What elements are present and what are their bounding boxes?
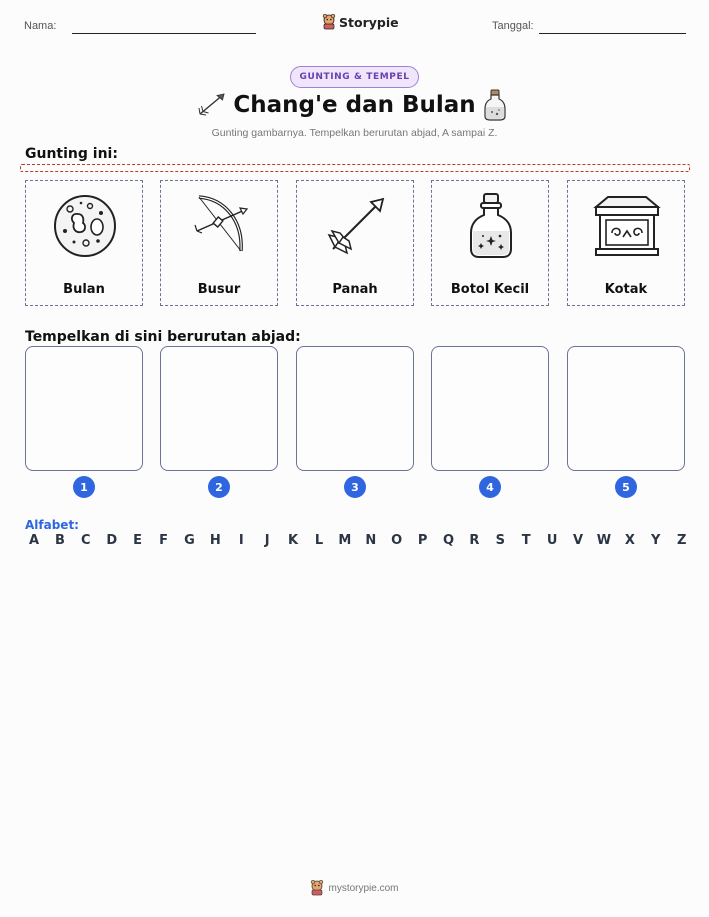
slot-number-badge: 2 [208, 476, 230, 498]
potion-bottle-icon [482, 89, 508, 121]
moon-icon [50, 191, 120, 261]
slot-number-badge: 4 [479, 476, 501, 498]
paste-slot-2[interactable] [160, 346, 278, 471]
alphabet-heading: Alfabet: [25, 518, 79, 532]
slot-number-badge: 5 [615, 476, 637, 498]
cut-card-bulan[interactable] [25, 180, 143, 306]
potion-bottle-icon [456, 191, 526, 261]
card-label-busur: Busur [197, 282, 241, 297]
paste-slot-5[interactable] [567, 346, 685, 471]
alphabet-letter: I [238, 533, 244, 548]
cut-card-kotak[interactable] [567, 180, 685, 306]
alphabet-letter: B [54, 533, 65, 548]
worksheet-header [0, 14, 709, 38]
alphabet-letter: W [596, 533, 612, 548]
slot-number-badge: 3 [344, 476, 366, 498]
alphabet-letter: F [159, 533, 168, 548]
alphabet-letter: A [28, 533, 40, 548]
footer-url[interactable]: mystorypie.com [328, 882, 399, 894]
arrow-icon [321, 191, 391, 261]
name-line[interactable] [72, 33, 256, 34]
card-label-bulan: Bulan [63, 282, 105, 297]
alphabet-letter: J [264, 533, 270, 548]
alphabet-letter: V [573, 533, 584, 548]
alphabet-letter: G [184, 533, 195, 548]
alphabet-letter: N [365, 533, 377, 548]
date-label: Tanggal: [492, 20, 534, 32]
alphabet-letter: L [314, 533, 324, 548]
alphabet-row [26, 533, 690, 548]
alphabet-letter: X [624, 533, 635, 548]
alphabet-letter: D [106, 533, 118, 548]
paste-slot-3[interactable] [296, 346, 414, 471]
brand-name: Storypie [339, 14, 399, 30]
cut-card-busur[interactable] [160, 180, 278, 306]
alphabet-letter: M [338, 533, 352, 548]
page-title: Chang'e dan Bulan [233, 92, 476, 118]
paste-slot-4[interactable] [431, 346, 549, 471]
cut-section-heading: Gunting ini: [25, 146, 118, 162]
box-icon [592, 191, 662, 261]
alphabet-letter: K [288, 533, 299, 548]
alphabet-letter: P [417, 533, 428, 548]
footer [0, 880, 709, 896]
bow-icon [185, 191, 255, 261]
cut-dashed-line [20, 164, 690, 172]
paste-slot-1[interactable] [25, 346, 143, 471]
alphabet-letter: R [469, 533, 480, 548]
alphabet-letter: Y [651, 533, 661, 548]
card-label-botol-kecil: Botol Kecil [450, 282, 530, 297]
slot-number-badge: 1 [73, 476, 95, 498]
cut-card-panah[interactable] [296, 180, 414, 306]
alphabet-letter: Z [676, 533, 687, 548]
cut-card-botol-kecil[interactable] [431, 180, 549, 306]
alphabet-letter: O [391, 533, 403, 548]
card-label-panah: Panah [332, 282, 378, 297]
alphabet-letter: E [133, 533, 143, 548]
alphabet-letter: Q [442, 533, 455, 548]
instructions: Gunting gambarnya. Tempelkan berurutan abjad, A sampai Z. [211, 127, 498, 139]
storypie-mascot-icon [310, 880, 324, 896]
paste-section-heading: Tempelkan di sini berurutan abjad: [25, 329, 301, 345]
activity-badge: GUNTING & TEMPEL [290, 66, 419, 88]
name-label: Nama: [24, 20, 57, 32]
alphabet-letter: C [81, 533, 91, 548]
date-line[interactable] [539, 33, 686, 34]
card-label-kotak: Kotak [604, 282, 648, 297]
alphabet-letter: T [521, 533, 531, 548]
alphabet-letter: H [209, 533, 221, 548]
alphabet-letter: U [546, 533, 558, 548]
brand-logo [322, 14, 399, 30]
alphabet-letter: S [495, 533, 505, 548]
storypie-mascot-icon [322, 14, 336, 30]
